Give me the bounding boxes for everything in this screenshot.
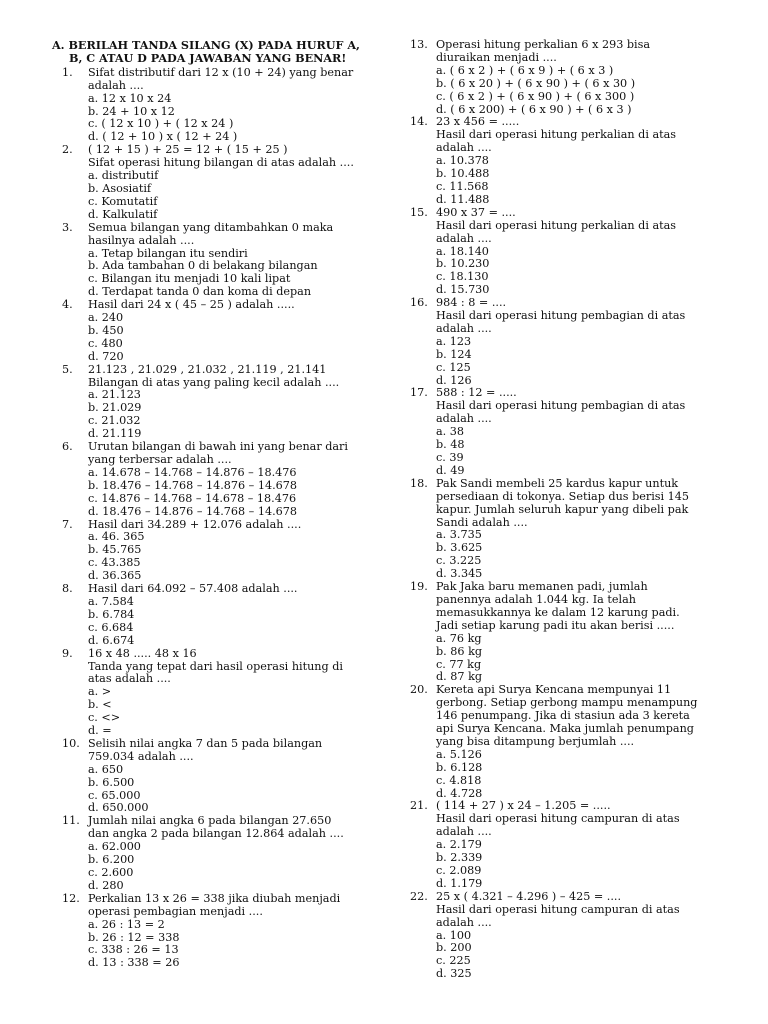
question-text-line: Hasil dari 34.289 + 12.076 adalah .... bbox=[88, 517, 302, 531]
question-text-line: Kereta api Surya Kencana mempunyai 11 bbox=[436, 683, 672, 697]
answer-option: c. 18.130 bbox=[436, 270, 489, 284]
question-number: 21. bbox=[410, 799, 428, 813]
question-item bbox=[52, 583, 374, 648]
answer-option: a. 76 kg bbox=[436, 631, 482, 645]
answer-option: c. 77 kg bbox=[436, 657, 482, 671]
question-text-line: Jadi setiap karung padi itu akan berisi ..... bbox=[436, 618, 675, 632]
question-number: 5. bbox=[62, 362, 73, 376]
question-text-line: Hasil dari operasi hitung campuran di atas bbox=[436, 902, 680, 916]
question-item bbox=[52, 364, 374, 441]
answer-option: b. 6.500 bbox=[88, 775, 135, 789]
answer-option: d. 18.476 – 14.876 – 14.768 – 14.678 bbox=[88, 504, 297, 518]
answer-option: b. 18.476 – 14.768 – 14.876 – 14.678 bbox=[88, 478, 297, 492]
question-text-line: 25 x ( 4.321 – 4.296 ) – 425 = .... bbox=[436, 889, 622, 903]
question-item bbox=[52, 144, 374, 221]
question-text-line: Sifat distributif dari 12 x (10 + 24) yang benar bbox=[88, 65, 354, 79]
answer-option: a. 3.735 bbox=[436, 528, 482, 542]
question-text-line: Bilangan di atas yang paling kecil adalah .... bbox=[88, 375, 340, 389]
question-number: 3. bbox=[62, 220, 73, 234]
question-text-line: adalah .... bbox=[436, 825, 492, 839]
answer-option: d. = bbox=[88, 724, 112, 738]
question-text-line: adalah .... bbox=[436, 412, 492, 426]
answer-option: d. 325 bbox=[436, 967, 472, 981]
answer-option: d. 15.730 bbox=[436, 283, 490, 297]
question-text-line: adalah .... bbox=[436, 321, 492, 335]
answer-option: b. 124 bbox=[436, 347, 472, 361]
answer-option: d. ( 12 + 10 ) x ( 12 + 24 ) bbox=[88, 130, 238, 144]
question-item bbox=[410, 800, 728, 890]
answer-option: c. 65.000 bbox=[88, 788, 141, 802]
question-number: 12. bbox=[62, 891, 80, 905]
question-number: 15. bbox=[410, 205, 428, 219]
question-number: 13. bbox=[410, 38, 428, 51]
answer-option: d. Terdapat tanda 0 dan koma di depan bbox=[88, 285, 312, 299]
question-number: 16. bbox=[410, 296, 428, 310]
question-number: 22. bbox=[410, 889, 428, 903]
answer-option: a. 5.126 bbox=[436, 747, 482, 761]
question-text-line: Hasil dari operasi hitung perkalian di atas bbox=[436, 218, 677, 232]
answer-option: a. 46. 365 bbox=[88, 530, 145, 544]
question-text-line: ( 114 + 27 ) x 24 – 1.205 = ..... bbox=[436, 799, 611, 813]
question-text-line: Urutan bilangan di bawah ini yang benar dari bbox=[88, 440, 348, 454]
answer-option: c. 2.089 bbox=[436, 864, 482, 877]
answer-option: a. 10.378 bbox=[436, 154, 489, 168]
answer-option: d. 280 bbox=[88, 878, 124, 892]
question-text-line: adalah .... bbox=[436, 915, 492, 929]
question-text-line: Sifat operasi hitung bilangan di atas adalah .... bbox=[88, 156, 354, 170]
question-text-line: 490 x 37 = .... bbox=[436, 205, 516, 219]
answer-option: c. 480 bbox=[88, 336, 123, 350]
question-text-line: kapur. Jumlah seluruh kapur yang dibeli pak bbox=[436, 502, 689, 516]
answer-option: a. > bbox=[88, 685, 112, 699]
question-number: 9. bbox=[62, 646, 73, 660]
question-number: 11. bbox=[62, 814, 80, 828]
question-text-line: 146 penumpang. Jika di stasiun ada 3 kereta bbox=[436, 709, 690, 723]
answer-option: c. 11.568 bbox=[436, 179, 489, 193]
answer-option: c. Bilangan itu menjadi 10 kali lipat bbox=[88, 272, 291, 286]
question-text-line: persediaan di tokonya. Setiap dus berisi 145 bbox=[436, 489, 690, 503]
answer-option: b. < bbox=[88, 698, 112, 712]
question-item bbox=[52, 222, 374, 299]
left-question-list bbox=[52, 67, 374, 970]
question-text-line: 984 : 8 = .... bbox=[436, 296, 507, 310]
question-text-line: Hasil dari operasi hitung pembagian di atas bbox=[436, 399, 686, 413]
heading-line-2: B, C ATAU D PADA JAWABAN YANG BENAR! bbox=[69, 50, 347, 65]
answer-option: c. 14.876 – 14.768 – 14.678 – 18.476 bbox=[88, 491, 297, 505]
question-text-line: Selisih nilai angka 7 dan 5 pada bilangan bbox=[88, 736, 323, 750]
question-number: 14. bbox=[410, 115, 428, 129]
question-text-line: 23 x 456 = ..... bbox=[436, 115, 520, 129]
question-item bbox=[52, 648, 374, 738]
answer-option: b. 2.339 bbox=[436, 851, 483, 865]
question-text-line: ( 12 + 15 ) + 25 = 12 + ( 15 + 25 ) bbox=[88, 143, 288, 157]
answer-option: d. 3.345 bbox=[436, 567, 483, 581]
answer-option: d. 720 bbox=[88, 349, 124, 363]
question-item bbox=[52, 67, 374, 144]
answer-option: a. 12 x 10 x 24 bbox=[88, 91, 172, 105]
answer-option: b. 86 kg bbox=[436, 644, 483, 658]
question-item bbox=[410, 891, 728, 981]
answer-option: a. 7.584 bbox=[88, 594, 134, 608]
answer-option: c. <> bbox=[88, 711, 121, 725]
answer-option: a. 26 : 13 = 2 bbox=[88, 917, 165, 931]
answer-option: c. 21.032 bbox=[88, 414, 141, 428]
answer-option: a. 18.140 bbox=[436, 244, 489, 258]
question-text-line: Tanda yang tepat dari hasil operasi hitung di bbox=[88, 659, 343, 673]
answer-option: c. 43.385 bbox=[88, 556, 141, 570]
question-item bbox=[52, 893, 374, 970]
question-item bbox=[410, 581, 728, 684]
question-text-line: yang terbersar adalah .... bbox=[88, 453, 232, 466]
answer-option: a. 21.123 bbox=[88, 388, 141, 402]
question-text-line: 16 x 48 ..... 48 x 16 bbox=[88, 646, 197, 660]
answer-option: d. ( 6 x 200) + ( 6 x 90 ) + ( 6 x 3 ) bbox=[436, 102, 632, 116]
question-item bbox=[410, 116, 728, 206]
answer-option: c. 4.818 bbox=[436, 773, 482, 787]
answer-option: c. 6.684 bbox=[88, 620, 134, 634]
question-text-line: Hasil dari operasi hitung campuran di atas bbox=[436, 812, 680, 826]
question-text-line: Perkalian 13 x 26 = 338 jika diubah menjadi bbox=[88, 891, 341, 905]
answer-option: b. 3.625 bbox=[436, 541, 483, 555]
question-text-line: 588 : 12 = ..... bbox=[436, 386, 517, 400]
question-text-line: adalah .... bbox=[88, 78, 144, 92]
question-number: 7. bbox=[62, 517, 73, 531]
question-text-line: Hasil dari operasi hitung perkalian di atas bbox=[436, 128, 677, 142]
answer-option: d. 650.000 bbox=[88, 801, 149, 815]
question-text-line: dan angka 2 pada bilangan 12.864 adalah .... bbox=[88, 827, 344, 841]
question-text-line: Sandi adalah .... bbox=[436, 515, 528, 529]
answer-option: d. 4.728 bbox=[436, 786, 483, 800]
question-text-line: gerbong. Setiap gerbong mampu menampung bbox=[436, 696, 698, 710]
question-text-line: Hasil dari 64.092 – 57.408 adalah .... bbox=[88, 582, 298, 596]
answer-option: d. 1.179 bbox=[436, 876, 483, 890]
question-text-line: Pak Sandi membeli 25 kardus kapur untuk bbox=[436, 476, 679, 490]
answer-option: b. 10.488 bbox=[436, 167, 490, 181]
question-text-line: Semua bilangan yang ditambahkan 0 maka bbox=[88, 220, 334, 234]
answer-option: a. ( 6 x 2 ) + ( 6 x 9 ) + ( 6 x 3 ) bbox=[436, 63, 614, 77]
question-number: 1. bbox=[62, 65, 73, 79]
question-text-line: memasukkannya ke dalam 12 karung padi. bbox=[436, 605, 680, 619]
answer-option: b. 21.029 bbox=[88, 401, 142, 415]
question-number: 19. bbox=[410, 580, 428, 594]
question-item bbox=[52, 519, 374, 584]
question-text-line: Jumlah nilai angka 6 pada bilangan 27.650 bbox=[88, 814, 332, 828]
answer-option: a. 62.000 bbox=[88, 840, 141, 854]
question-number: 4. bbox=[62, 298, 73, 312]
question-item bbox=[52, 441, 374, 518]
question-text-line: atas adalah .... bbox=[88, 672, 171, 686]
question-number: 2. bbox=[62, 143, 73, 157]
answer-option: b. 6.200 bbox=[88, 853, 135, 867]
answer-option: a. 38 bbox=[436, 425, 465, 439]
question-item bbox=[52, 299, 374, 364]
answer-option: a. distributif bbox=[88, 169, 159, 183]
answer-option: b. ( 6 x 20 ) + ( 6 x 90 ) + ( 6 x 30 ) bbox=[436, 76, 636, 90]
answer-option: a. 100 bbox=[436, 928, 472, 942]
answer-option: a. 14.678 – 14.768 – 14.876 – 18.476 bbox=[88, 465, 297, 479]
right-question-list bbox=[410, 39, 728, 981]
question-text-line: Hasil dari 24 x ( 45 – 25 ) adalah ..... bbox=[88, 298, 295, 312]
answer-option: b. Ada tambahan 0 di belakang bilangan bbox=[88, 259, 318, 273]
answer-option: a. 650 bbox=[88, 762, 124, 776]
answer-option: c. Komutatif bbox=[88, 194, 158, 208]
answer-option: b. Asosiatif bbox=[88, 181, 152, 195]
answer-option: b. 6.128 bbox=[436, 760, 483, 774]
question-number: 6. bbox=[62, 440, 73, 454]
question-text-line: adalah .... bbox=[436, 231, 492, 245]
question-text-line: operasi pembagian menjadi .... bbox=[88, 904, 263, 918]
right-column bbox=[410, 39, 728, 981]
answer-option: a. Tetap bilangan itu sendiri bbox=[88, 246, 248, 260]
answer-option: d. 126 bbox=[436, 373, 472, 387]
answer-option: c. 125 bbox=[436, 360, 471, 374]
question-text-line: panennya adalah 1.044 kg. Ia telah bbox=[436, 592, 636, 606]
answer-option: b. 26 : 12 = 338 bbox=[88, 930, 180, 944]
question-text-line: Pak Jaka baru memanen padi, jumlah bbox=[436, 580, 648, 594]
question-number: 10. bbox=[62, 736, 80, 750]
question-text-line: api Surya Kencana. Maka jumlah penumpang bbox=[436, 722, 694, 736]
answer-option: d. 6.674 bbox=[88, 633, 135, 647]
question-number: 17. bbox=[410, 386, 428, 400]
answer-option: d. 21.119 bbox=[88, 427, 142, 441]
answer-option: d. 13 : 338 = 26 bbox=[88, 956, 180, 970]
answer-option: a. 240 bbox=[88, 311, 124, 325]
instructions-heading bbox=[52, 39, 374, 65]
answer-option: c. 338 : 26 = 13 bbox=[88, 943, 179, 957]
answer-option: b. 48 bbox=[436, 438, 465, 452]
answer-option: d. 11.488 bbox=[436, 192, 490, 206]
question-item bbox=[52, 815, 374, 892]
answer-option: a. 2.179 bbox=[436, 838, 482, 852]
answer-option: c. 3.225 bbox=[436, 554, 482, 568]
answer-option: b. 10.230 bbox=[436, 257, 490, 271]
question-text-line: Operasi hitung perkalian 6 x 293 bisa bbox=[436, 38, 651, 51]
answer-option: c. 39 bbox=[436, 451, 464, 464]
question-number: 8. bbox=[62, 582, 73, 596]
answer-option: a. 123 bbox=[436, 334, 472, 348]
question-item bbox=[410, 297, 728, 387]
answer-option: c. 2.600 bbox=[88, 866, 134, 879]
answer-option: b. 450 bbox=[88, 323, 124, 337]
question-text-line: adalah .... bbox=[436, 141, 492, 155]
question-number: 20. bbox=[410, 683, 428, 697]
question-item bbox=[410, 387, 728, 477]
question-text-line: 21.123 , 21.029 , 21.032 , 21.119 , 21.141 bbox=[88, 362, 327, 376]
question-item bbox=[410, 207, 728, 297]
question-number: 18. bbox=[410, 476, 428, 490]
question-text-line: hasilnya adalah .... bbox=[88, 233, 195, 247]
heading-line-1: A. BERILAH TANDA SILANG (X) PADA HURUF A, bbox=[52, 38, 360, 52]
answer-option: c. 225 bbox=[436, 954, 471, 968]
answer-option: c. ( 6 x 2 ) + ( 6 x 90 ) + ( 6 x 300 ) bbox=[436, 89, 635, 103]
answer-option: b. 45.765 bbox=[88, 543, 142, 557]
question-text-line: yang bisa ditampung berjumlah .... bbox=[436, 734, 635, 748]
answer-option: b. 6.784 bbox=[88, 607, 135, 621]
answer-option: c. ( 12 x 10 ) + ( 12 x 24 ) bbox=[88, 117, 234, 131]
question-item bbox=[410, 39, 728, 116]
answer-option: d. Kalkulatif bbox=[88, 207, 158, 221]
answer-option: d. 87 kg bbox=[436, 670, 483, 684]
left-column bbox=[52, 39, 374, 970]
answer-option: d. 49 bbox=[436, 463, 465, 477]
answer-option: d. 36.365 bbox=[88, 569, 142, 583]
answer-option: b. 200 bbox=[436, 941, 472, 955]
question-item bbox=[52, 738, 374, 815]
question-text-line: Hasil dari operasi hitung pembagian di atas bbox=[436, 309, 686, 323]
question-item bbox=[410, 478, 728, 581]
question-text-line: 759.034 adalah .... bbox=[88, 749, 194, 763]
question-text-line: diuraikan menjadi .... bbox=[436, 50, 557, 64]
answer-option: b. 24 + 10 x 12 bbox=[88, 104, 175, 118]
question-item bbox=[410, 684, 728, 800]
